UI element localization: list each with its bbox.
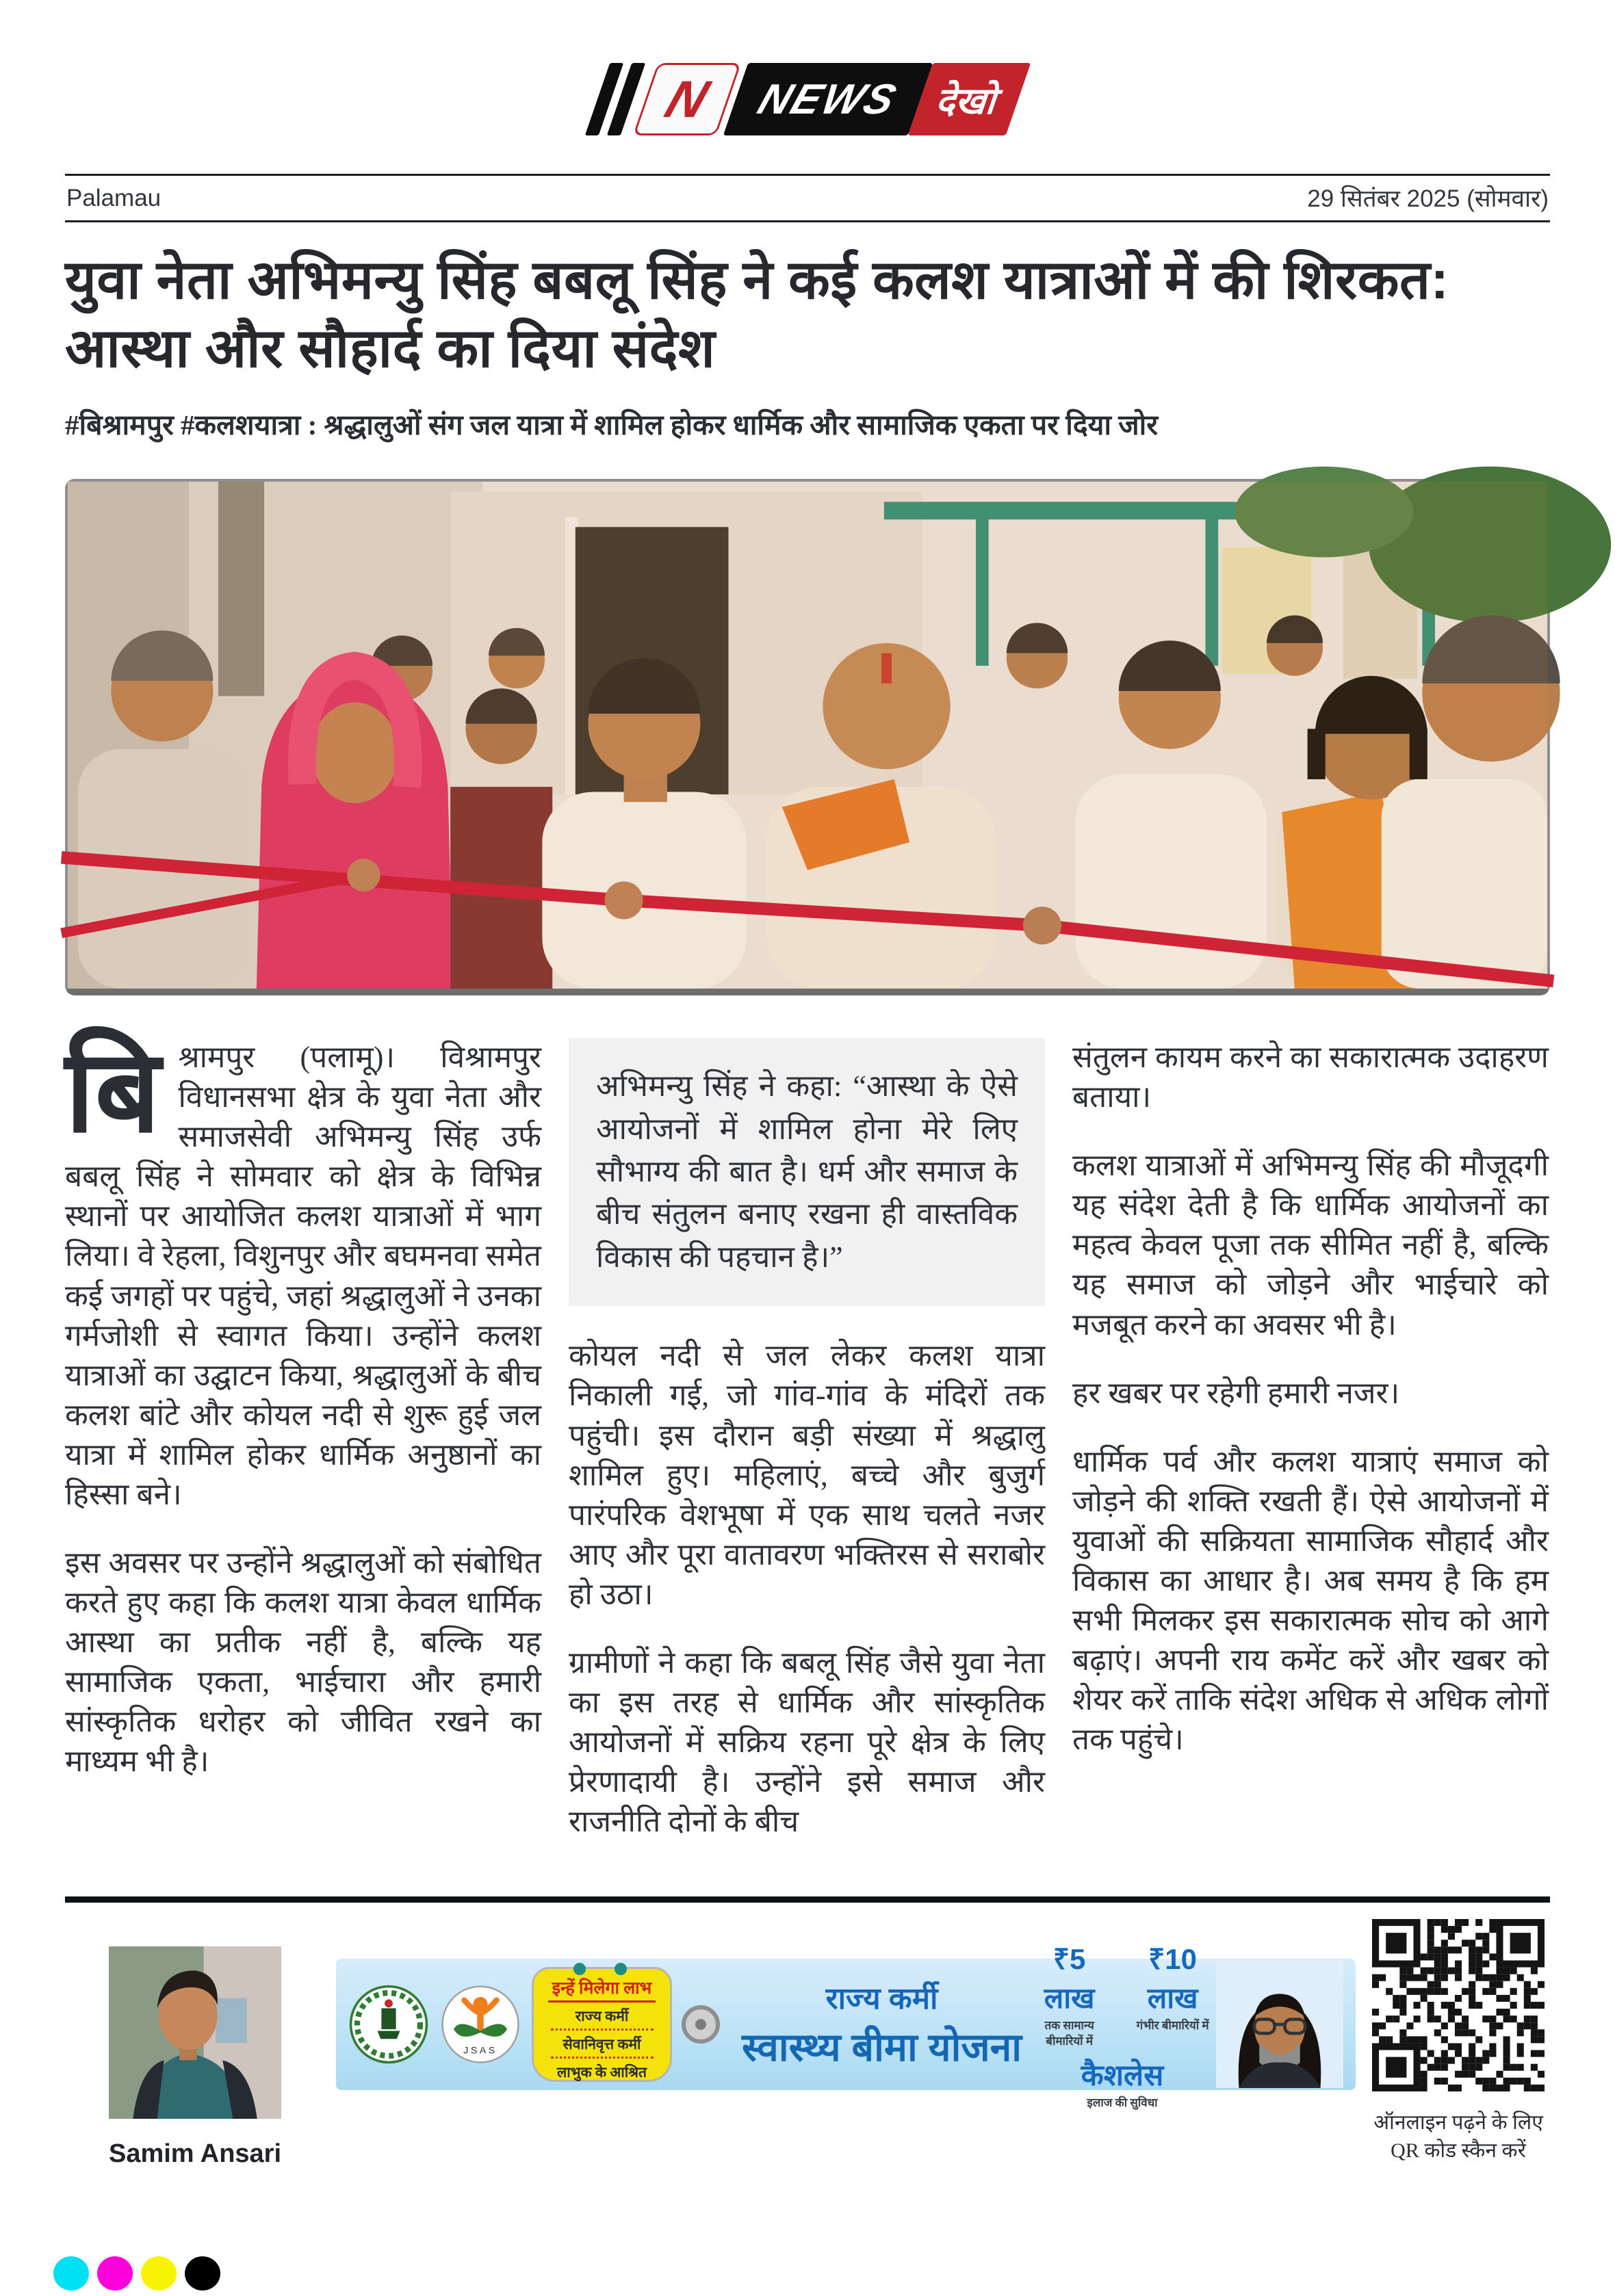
column-1 xyxy=(65,1027,541,1870)
news-dekho-logo xyxy=(597,63,1018,135)
ad-banner xyxy=(336,1943,1356,2110)
paragraph: धार्मिक पर्व और कलश यात्राएं समाज को जोड़ने की शक्ति रखती हैं। ऐसे आयोजनों में युवाओं की सक्रियता सामाजिक सौहार्द और विकास का आधार है। अब समय है कि हम सभी मिलकर इस सकारात्मक सोच को आगे बढ़ाएं। अपनी राय कमेंट करें और खबर को शेयर करें ताकि संदेश अधिक से अधिक लोगों तक पहुंचे। xyxy=(1072,1444,1549,1757)
stethoscope-earpiece-icon xyxy=(615,1963,627,1975)
paragraph: ग्रामीणों ने कहा कि बबलू सिंह जैसे युवा नेता का इस तरह से धार्मिक और सांस्कृतिक आयोजनों में सक्रिय रहना पूरे क्षेत्र के लिए प्रेरणादायी है। उन्होंने इसे समाज और राजनीति दोनों के बीच xyxy=(569,1645,1045,1839)
amount-value: ₹10 लाख xyxy=(1147,1943,1198,2015)
qr-caption xyxy=(1367,2109,1550,2165)
scheme-benefits xyxy=(1034,1939,1211,2110)
scheme-title-line2: स्वास्थ्य बीमा योजना xyxy=(742,2026,1022,2070)
qr-code xyxy=(1372,1919,1545,2091)
column-2 xyxy=(569,1038,1045,1870)
paragraph: संतुलन कायम करने का सकारात्मक उदाहरण बताया। xyxy=(1072,1041,1549,1114)
logo-news-text: NEWS xyxy=(751,75,904,123)
drop-cap: बि xyxy=(65,1027,161,1156)
amount-value: ₹5 लाख xyxy=(1044,1943,1095,2015)
qr-caption-line1: ऑनलाइन पढ़ने के लिए xyxy=(1373,2111,1543,2135)
jsas-label: JSAS xyxy=(463,2045,498,2057)
edition-location: Palamau xyxy=(66,184,162,211)
cashless-caption: इलाज की सुविधा xyxy=(1087,2096,1158,2110)
logo-n-letter: N xyxy=(658,70,716,129)
article-body xyxy=(65,1027,1550,1870)
jsas-logo-icon xyxy=(440,1984,521,2065)
paragraph: इस अवसर पर उन्होंने श्रद्धालुओं को संबोधित करते हुए कहा कि कलश यात्रा केवल धार्मिक आस्था का प्रतीक नहीं है, बल्कि यह सामाजिक एकता, भाईचारा और हमारी सांस्कृतिक धरोहर को जीवित रखने का माध्यम भी है। xyxy=(65,1546,541,1779)
paragraph: कलश यात्राओं में अभिमन्यु सिंह की मौजूदगी यह संदेश देती है कि धार्मिक आयोजनों का महत्व केवल पूजा तक सीमित नहीं है, बल्कि यह समाज को जोड़ने और भाईचारे को मजबूत करने का अवसर भी है। xyxy=(1072,1149,1549,1342)
paragraph: कोयल नदी से जल लेकर कलश यात्रा निकाली गई, जो गांव-गांव के मंदिरों तक पहुंची। इस दौरान बड़ी संख्या में श्रद्धालु शामिल हुए। महिलाएं, बच्चे और बुजुर्ग पारंपरिक वेशभूषा में एक साथ चलते नजर आए और पूरा वातावरण भक्तिरस से सराबोर हो उठा। xyxy=(569,1339,1045,1611)
stethoscope-chestpiece-icon xyxy=(682,2005,720,2044)
edition-date: 29 सितंबर 2025 (सोमवार) xyxy=(1307,185,1549,212)
logo-dekho-text: देखो xyxy=(931,81,1005,122)
footer xyxy=(65,1911,1550,2169)
paragraph xyxy=(65,1027,541,1515)
scheme-title-line1: राज्य कर्मी xyxy=(825,1982,938,2016)
author-name: Samim Ansari xyxy=(108,2139,282,2169)
paragraph-text: श्रामपुर (पलामू)। विश्रामपुर विधानसभा क्षेत्र के युवा नेता और समाजसेवी अभिमन्यु सिंह उर्फ बबलू सिंह ने सोमवार को क्षेत्र के विभिन्न स्थानों पर आयोजित कलश यात्राओं में भाग लिया। वे रेहला, विशुनपुर और बघमनवा समेत कई जगहों पर पहुंचे, जहां श्रद्धालुओं ने उनका गर्मजोशी से स्वागत किया। उन्होंने कलश यात्राओं का उद्घाटन किया, श्रद्धालुओं के बीच कलश बांटे और कोयल नदी से शुरू हुई जल यात्रा में शामिल होकर धार्मिक अनुष्ठानों का हिस्सा बने। xyxy=(65,1041,541,1511)
footer-divider xyxy=(65,1896,1550,1903)
cashless-benefit xyxy=(1034,2054,1211,2110)
dotted-divider xyxy=(551,2057,654,2059)
masthead xyxy=(65,0,1550,135)
magenta-dot-icon xyxy=(97,2256,133,2291)
column-3 xyxy=(1072,1038,1549,1870)
yellow-dot-icon xyxy=(141,2256,177,2291)
qr-caption-line2: QR कोड स्कैन करें xyxy=(1391,2139,1526,2162)
cyan-dot-icon xyxy=(53,2256,89,2291)
beneficiary-item: सेवानिवृत्त कर्मी xyxy=(563,2036,641,2053)
print-color-marks xyxy=(53,2256,220,2291)
qr-block xyxy=(1367,1911,1550,2165)
benefit-amount-2 xyxy=(1135,1939,1211,2048)
author-portrait-illustration xyxy=(109,1946,281,2119)
article-headline: युवा नेता अभिमन्यु सिंह बबलू सिंह ने कई कलश यात्राओं में की शिरकत: आस्था और सौहार्द का दिया संदेश xyxy=(65,249,1449,378)
beneficiary-item: राज्य कर्मी xyxy=(575,2008,629,2025)
logo-n-badge xyxy=(632,63,740,135)
scheme-title xyxy=(742,1977,1022,2072)
dotted-divider xyxy=(551,2028,654,2031)
beneficiary-panel xyxy=(532,1967,672,2082)
dateline-bar xyxy=(65,174,1550,222)
cm-portrait-illustration xyxy=(1216,1959,1343,2090)
ribbon-cutting-illustration xyxy=(68,482,1547,989)
amount-caption: गंभीर बीमारियों में xyxy=(1136,2019,1209,2033)
beneficiary-panel-title: इन्हें मिलेगा लाभ xyxy=(548,1976,656,2003)
cashless-label: कैशलेस xyxy=(1081,2059,1164,2093)
beneficiary-item: लाभुक के आश्रित xyxy=(557,2064,647,2081)
benefit-amount-1 xyxy=(1034,1939,1104,2048)
author-block xyxy=(65,1911,325,2169)
black-dot-icon xyxy=(185,2256,220,2291)
logo-news-box xyxy=(723,63,932,135)
paragraph: हर खबर पर रहेगी हमारी नजर। xyxy=(1072,1376,1400,1410)
event-photo xyxy=(65,479,1550,995)
article-subheadline: #बिश्रामपुर #कलशयात्रा : श्रद्धालुओं संग जल यात्रा में शामिल होकर धार्मिक और सामाजिक एकता पर दिया जोर xyxy=(65,409,1159,441)
stethoscope-earpiece-icon xyxy=(573,1963,586,1975)
author-avatar xyxy=(109,1946,281,2119)
amount-caption: तक सामान्य बीमारियों में xyxy=(1044,2019,1094,2048)
pull-quote: अभिमन्यु सिंह ने कहा: “आस्था के ऐसे आयोजनों में शामिल होना मेरे लिए सौभाग्य की बात है। धर्म और समाज के बीच संतुलन बनाए रखना ही वास्तविक विकास की पहचान है।” xyxy=(569,1038,1045,1306)
jharkhand-seal-icon xyxy=(348,1984,429,2065)
